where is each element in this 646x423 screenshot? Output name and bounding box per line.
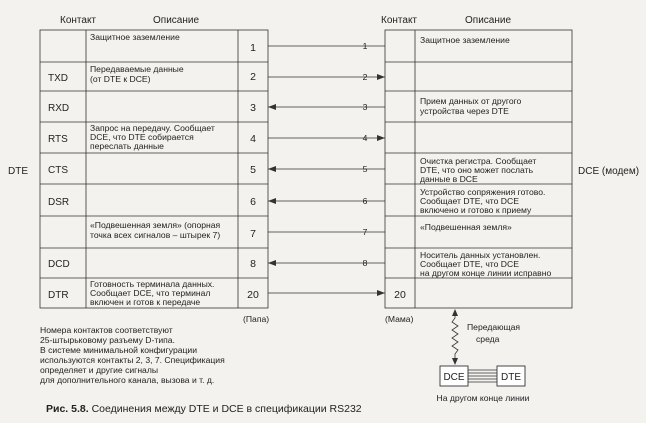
wire [268, 164, 385, 174]
wire-label: 5 [362, 164, 368, 174]
arrow-left-icon [268, 198, 276, 204]
left-row [90, 32, 256, 54]
remote-link [437, 366, 530, 403]
right-row-description: включено и готово к приему [420, 205, 532, 215]
arrow-right-icon [377, 290, 385, 296]
note-line: определяет и другие сигналы [40, 365, 159, 375]
left-row [48, 196, 256, 208]
left-row [48, 102, 256, 114]
right-row-pin: 20 [394, 289, 406, 301]
wire-label: 2 [362, 72, 368, 82]
left-row-description: DCE, что DTE собирается [90, 132, 194, 142]
left-row [90, 220, 256, 240]
wire-label: 6 [362, 196, 368, 206]
left-row-description: Сообщает DCE, что терминал [90, 288, 211, 298]
medium-label: Передающая [467, 322, 521, 332]
left-row-pin: 8 [250, 258, 256, 270]
left-row-signal: DTR [48, 290, 69, 301]
right-header-description: Описание [465, 15, 512, 26]
right-gender-label: (Мама) [385, 314, 414, 324]
dce-side-label: DCE (модем) [578, 166, 640, 177]
wire [268, 258, 385, 268]
left-row-description: Передаваемые данные [90, 64, 184, 74]
left-gender-label: (Папа) [243, 314, 270, 324]
right-row-description: данные в DCE [420, 174, 478, 184]
left-row-pin: 1 [250, 42, 256, 54]
figure-caption-text: Соединения между DTE и DCE в спецификации RS232 [88, 403, 362, 415]
right-row-description: Очистка регистра. Сообщает [420, 156, 537, 166]
left-row-pin: 20 [247, 289, 259, 301]
left-row-description: переслать данные [90, 141, 164, 151]
left-row-signal: DSR [48, 197, 70, 208]
left-row [48, 164, 256, 176]
left-row [48, 258, 256, 270]
wire [268, 72, 385, 82]
remote-caption: На другом конце линии [436, 393, 530, 403]
right-row [394, 289, 406, 301]
right-row-description: Прием данных от другого [420, 96, 522, 106]
wire-label: 8 [362, 258, 368, 268]
arrow-left-icon [268, 166, 276, 172]
right-row [420, 156, 536, 184]
note-line: Номера контактов соответствуют [40, 325, 173, 335]
right-row [420, 35, 510, 45]
left-row-signal: DCD [48, 259, 70, 270]
wire-label: 4 [362, 133, 368, 143]
wire-label: 7 [362, 227, 368, 237]
wire-label: 3 [362, 102, 368, 112]
left-row-signal: CTS [48, 165, 68, 176]
dte-side-label: DTE [8, 166, 28, 177]
right-row-description: Сообщает DTE, что DCE [420, 259, 519, 269]
wire [268, 290, 385, 296]
note-line: для дополнительного канала, вызова и т. д. [40, 375, 215, 385]
wire [268, 133, 385, 143]
left-row-pin: 3 [250, 102, 256, 114]
right-row-description: устройства через DTE [420, 106, 509, 116]
left-row [48, 123, 256, 151]
transmission-medium-link [452, 309, 520, 365]
right-row-description: Носитель данных установлен. [420, 250, 541, 260]
arrow-down-icon [452, 358, 458, 365]
right-row [420, 96, 522, 116]
note-line: 25-штырьковому разъему D-типа. [40, 335, 175, 345]
left-header-description: Описание [153, 15, 200, 26]
left-row-signal: RXD [48, 103, 70, 114]
right-row-description: DTE, что оно может послать [420, 165, 534, 175]
right-header-contact: Контакт [381, 15, 418, 26]
left-row-signal: TXD [48, 73, 68, 84]
note-line: В системе минимальной конфигурации [40, 345, 198, 355]
left-row-description: (от DTE к DCE) [90, 74, 151, 84]
medium-label: среда [476, 334, 500, 344]
wire [268, 227, 385, 237]
right-row [420, 187, 545, 215]
left-header-contact: Контакт [60, 15, 97, 26]
right-row-description: Устройство сопряжения готово. [420, 187, 546, 197]
note-line: используются контакты 2, 3, 7. Спецификация [40, 355, 225, 365]
left-row-pin: 6 [250, 196, 256, 208]
left-row-signal: RTS [48, 134, 68, 145]
left-row [48, 64, 256, 84]
remote-dte-label: DTE [501, 372, 521, 383]
right-row-description: Сообщает DTE, что DCE [420, 196, 519, 206]
left-row-description: Готовность терминала данных. [90, 279, 215, 289]
right-row-description: «Подвешенная земля» [420, 222, 512, 232]
wire [268, 196, 385, 206]
left-row-description: включен и готов к передаче [90, 297, 201, 307]
wire-label: 1 [362, 41, 368, 51]
arrow-right-icon [377, 74, 385, 80]
right-row [420, 222, 512, 232]
left-row-pin: 7 [250, 228, 256, 240]
remote-dce-label: DCE [443, 372, 465, 383]
left-row-description: Запрос на передачу. Сообщает [90, 123, 215, 133]
left-row-pin: 2 [250, 71, 256, 83]
right-row-description: Защитное заземление [420, 35, 510, 45]
right-row-description: на другом конце линии исправно [420, 268, 552, 278]
left-row [48, 279, 259, 307]
left-row-pin: 4 [250, 133, 256, 145]
right-row [420, 250, 551, 278]
left-row-description: Защитное заземление [90, 32, 180, 42]
left-row-description: точка всех сигналов – штырек 7) [90, 230, 221, 240]
arrow-left-icon [268, 104, 276, 110]
wire [268, 41, 385, 51]
arrow-right-icon [377, 135, 385, 141]
arrow-up-icon [452, 309, 458, 316]
left-row-description: «Подвешенная земля» (опорная [90, 220, 221, 230]
left-row-pin: 5 [250, 164, 256, 176]
arrow-left-icon [268, 260, 276, 266]
zigzag-link-icon [452, 310, 458, 363]
pin-note [40, 325, 225, 385]
figure-caption [46, 403, 362, 415]
figure-number: Рис. 5.8. [46, 403, 89, 415]
wire [268, 102, 385, 112]
